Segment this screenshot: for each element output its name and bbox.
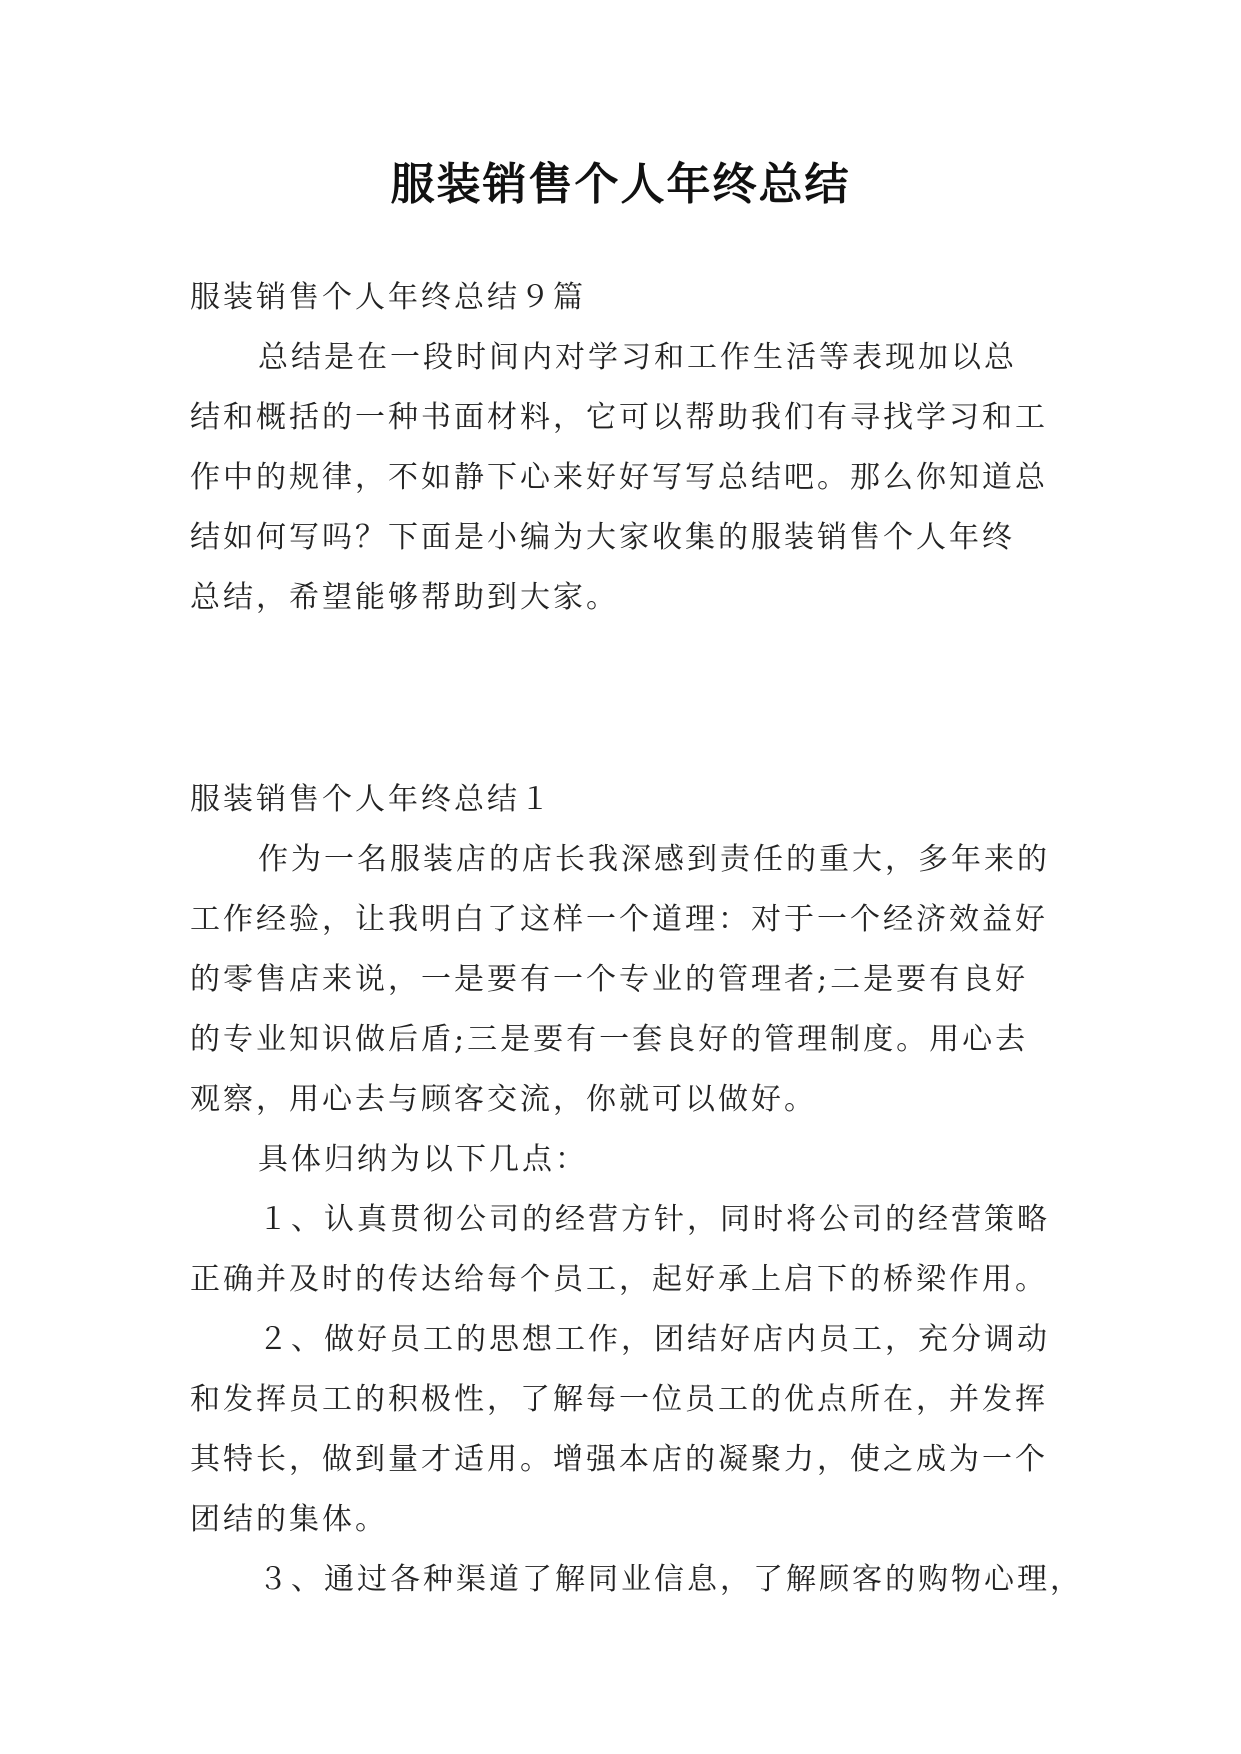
text-line: ３、通过各种渠道了解同业信息，了解顾客的购物心理， [258,1562,1083,1597]
text-line: 总结，希望能够帮助到大家。 [190,580,619,615]
text-line: 结如何写吗？下面是小编为大家收集的服装销售个人年终 [190,520,1015,555]
text-line: １、认真贯彻公司的经营方针，同时将公司的经营策略 [258,1202,1050,1237]
document-title: 服装销售个人年终总结 [390,159,851,210]
text-line: 服装销售个人年终总结９篇 [190,280,586,315]
text-line: 工作经验，让我明白了这样一个道理：对于一个经济效益好 [190,902,1048,937]
text-line: 其特长，做到量才适用。增强本店的凝聚力，使之成为一个 [190,1442,1048,1477]
text-line: 作中的规律，不如静下心来好好写写总结吧。那么你知道总 [190,460,1048,495]
text-line: 具体归纳为以下几点： [258,1142,588,1177]
text-line: 观察，用心去与顾客交流，你就可以做好。 [190,1082,817,1117]
section-spacer [190,628,1070,770]
text-line: 服装销售个人年终总结１ [190,782,553,817]
text-line: 的零售店来说，一是要有一个专业的管理者;二是要有良好 [190,962,1029,997]
text-line: 作为一名服装店的店长我深感到责任的重大，多年来的 [258,842,1050,877]
text-line: ２、做好员工的思想工作，团结好店内员工，充分调动 [258,1322,1050,1357]
text-line: 团结的集体。 [190,1502,388,1537]
text-line: 正确并及时的传达给每个员工，起好承上启下的桥梁作用。 [190,1262,1048,1297]
text-line: 结和概括的一种书面材料，它可以帮助我们有寻找学习和工 [190,400,1048,435]
text-line: 总结是在一段时间内对学习和工作生活等表现加以总 [258,340,1017,375]
text-line: 和发挥员工的积极性，了解每一位员工的优点所在，并发挥 [190,1382,1048,1417]
document-body [190,268,1083,1610]
text-line: 的专业知识做后盾;三是要有一套良好的管理制度。用心去 [190,1022,1029,1057]
